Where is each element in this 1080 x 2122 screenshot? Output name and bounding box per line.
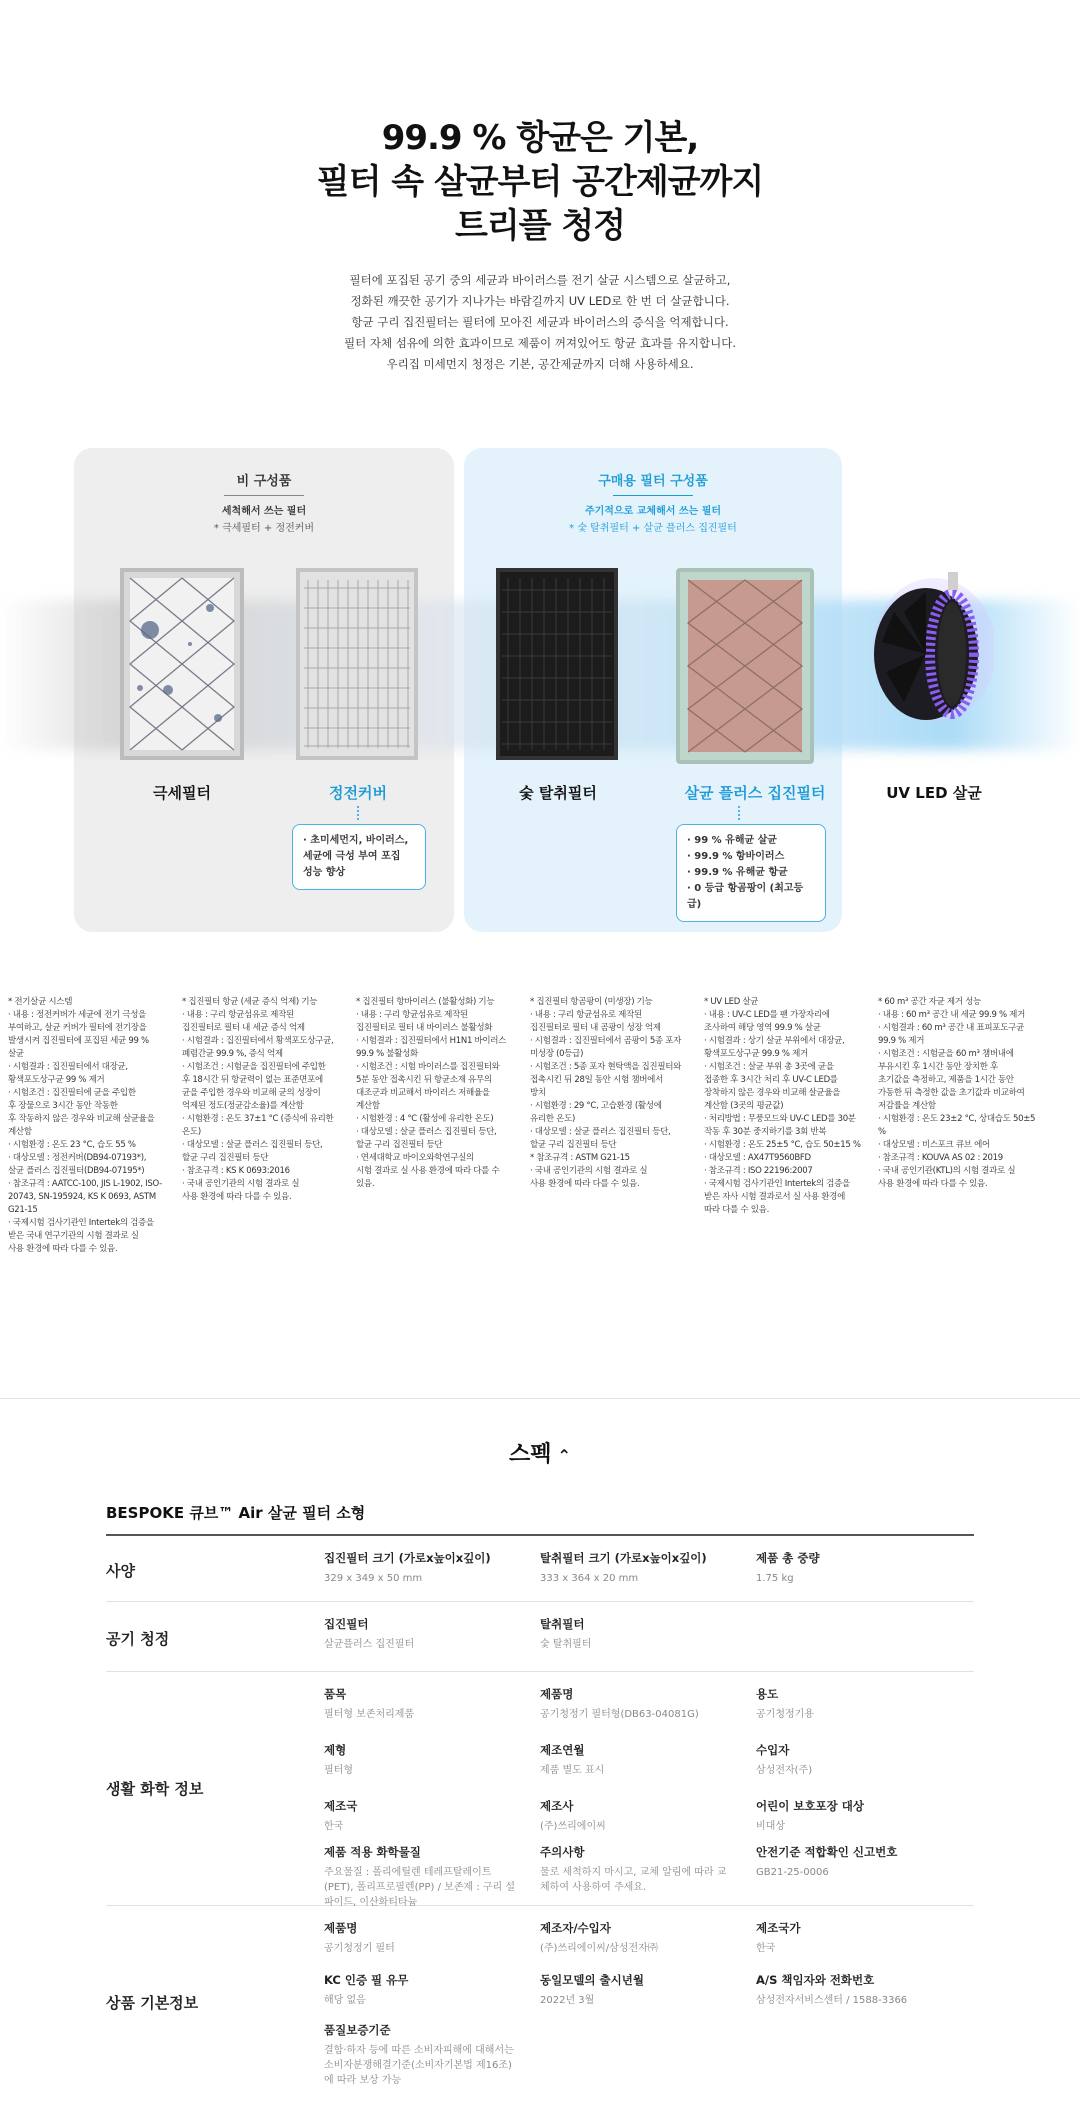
fine-filter-image xyxy=(120,568,244,760)
panel-note: * 극세필터 + 정전커버 xyxy=(213,523,315,534)
spec-value: 2022년 3월 xyxy=(540,1995,595,2006)
footnote-line: 20743, SN-195924, KS K 0693, ASTM xyxy=(8,1192,156,1202)
spec-cell xyxy=(324,2022,520,2088)
hero-desc-line: 필터에 포집된 공기 중의 세균과 바이러스를 전기 살균 시스템으로 살균하고, xyxy=(349,273,731,287)
footnote-line: 사용 환경에 따라 다를 수 있음. xyxy=(530,1179,640,1189)
spec-value: 숯 탈취필터 xyxy=(540,1639,592,1650)
spec-row-label: 상품 기본정보 xyxy=(106,1994,199,2012)
footnote-line: 황색포도상구균 99.9 % 제거 xyxy=(704,1049,808,1059)
footnote-line: 받은 국내 연구기관의 시험 결과로 실 xyxy=(8,1231,139,1241)
spec-key: 집진필터 크기 (가로x높이x깊이) xyxy=(324,1551,491,1565)
callout-connector xyxy=(738,806,740,820)
spec-product-name: BESPOKE 큐브™ Air 살균 필터 소형 xyxy=(106,1504,366,1522)
footnote-line: · 시험환경 : 29 °C, 고습환경 (활성에 xyxy=(530,1101,662,1111)
panel-title: 비 구성품 xyxy=(74,470,454,496)
footnote-line: · 시험조건 : 살균 부위 총 3곳에 균을 xyxy=(704,1062,834,1072)
footnote-line: 부여하고, 살균 커버가 필터에 전기장을 xyxy=(8,1023,147,1033)
spec-row-specification xyxy=(106,1538,974,1602)
spec-cell xyxy=(756,1742,952,1778)
spec-key: 탈취필터 크기 (가로x높이x깊이) xyxy=(540,1551,707,1565)
spec-key: 안전기준 적합확인 신고번호 xyxy=(756,1845,898,1859)
hero-description xyxy=(0,270,1080,375)
spec-value: 해당 없음 xyxy=(324,1995,366,2006)
footnote-line: 후 작동하지 않은 경우와 비교해 살균율을 xyxy=(8,1114,155,1124)
spec-key: 집진필터 xyxy=(324,1617,369,1631)
spec-cell xyxy=(540,1920,736,1956)
spec-cell xyxy=(324,1844,520,1910)
footnote-line: 장착하지 않은 경우와 비교해 살균율을 xyxy=(704,1088,841,1098)
spec-key: 수입자 xyxy=(756,1743,790,1757)
footnote-line: · 시험조건 : 시험균을 집진필터에 주입한 xyxy=(182,1062,326,1072)
spec-value: 살균플러스 집진필터 xyxy=(324,1639,415,1650)
spec-key: 품목 xyxy=(324,1687,347,1701)
footnote-line: · 국내 공인기관의 시험 결과로 실 xyxy=(182,1179,300,1189)
footnote-line: · 대상모델 : 살균 플러스 집진필터 등단, xyxy=(182,1140,323,1150)
footnote-line: · 시험조건 : 집진필터에 균을 주입한 xyxy=(8,1088,136,1098)
spec-value: (주)쓰리에이씨 xyxy=(540,1821,606,1832)
spec-key: 제조국가 xyxy=(756,1921,801,1935)
footnote-line: G21-15 xyxy=(8,1205,38,1215)
spec-key: 제품 적용 화학물질 xyxy=(324,1845,421,1859)
footnote-line: · 연세대학교 바이오와학연구실의 xyxy=(356,1153,474,1163)
spec-value: 공기청정기 필터 xyxy=(324,1943,395,1954)
panel-subtitle: 세척해서 쓰는 필터 xyxy=(221,506,307,517)
footnote-line: · 시험결과 : 60 m³ 공간 내 표피포도구균 xyxy=(878,1023,1024,1033)
footnote-line: · 내용 : 정전커버가 세균에 전기 극성을 xyxy=(8,1010,147,1020)
footnote-line: * 집진필터 항균 (세균 증식 억제) 기능 xyxy=(182,997,318,1007)
footnote-line: 5분 동안 접촉시킨 뒤 항균소재 유무의 xyxy=(356,1075,492,1085)
spec-key: 제품명 xyxy=(324,1921,358,1935)
footnote-line: 조사하여 해당 영역 99.9 % 살균 xyxy=(704,1023,821,1033)
hero-section xyxy=(0,116,1080,375)
spec-value: 필터형 xyxy=(324,1765,353,1776)
footnote-line: 부유시킨 후 1시간 동안 장치한 후 xyxy=(878,1062,998,1072)
panel-note: * 숯 탈취필터 + 살균 플러스 집진필터 xyxy=(569,523,737,534)
footnote-line: 접촉시킨 뒤 28일 동안 시험 챔버에서 xyxy=(530,1075,663,1085)
spec-key: KC 인증 필 유무 xyxy=(324,1973,409,1987)
spec-cell xyxy=(540,1798,736,1834)
spec-key: 제조국 xyxy=(324,1799,358,1813)
footnote-antivirus xyxy=(356,996,526,1191)
footnote-line: · 시험조건 : 시험균을 60 m³ 챔버내에 xyxy=(878,1049,1014,1059)
hero-title-line: 트리플 청정 xyxy=(454,206,626,246)
sterilize-callout xyxy=(676,824,826,922)
spec-key: A/S 책임자와 전화번호 xyxy=(756,1973,875,1987)
footnote-line: · 참조규격 : AATCC-100, JIS L-1902, ISO- xyxy=(8,1179,162,1189)
footnote-line: 집진필터로 필터 내 곰팡이 성장 억제 xyxy=(530,1023,661,1033)
footnote-line: 황색포도상구균 99 % 제거 xyxy=(8,1075,105,1085)
footnote-line: · 국제시험 검사기관인 Intertek의 검증을 xyxy=(704,1179,850,1189)
footnote-line: · 참조규격 : KS K 0693:2016 xyxy=(182,1166,290,1176)
footnote-line: · 내용 : 60 m³ 공간 내 세균 99.9 % 제거 xyxy=(878,1010,1025,1020)
footnote-line: 계산함 xyxy=(356,1101,380,1111)
footnote-antifungal xyxy=(530,996,700,1191)
footnote-line: 살균 xyxy=(8,1049,24,1059)
footnote-line: · 국내 공인기관(KTL)의 시험 결과로 실 xyxy=(878,1166,1016,1176)
panel-title: 구매용 필터 구성품 xyxy=(464,470,842,496)
spec-value: 제품 별도 표시 xyxy=(540,1765,605,1776)
spec-row-label: 공기 청정 xyxy=(106,1630,170,1648)
footnote-line: * 집진필터 항바이러스 (불활성화) 기능 xyxy=(356,997,495,1007)
spec-key: 제조연월 xyxy=(540,1743,585,1757)
footnote-line: · 참조규격 : KOUVA AS 02 : 2019 xyxy=(878,1153,1003,1163)
footnote-line: · 시험결과 : 상기 살균 부위에서 대장균, xyxy=(704,1036,845,1046)
electrostatic-cover-image xyxy=(296,568,418,760)
footnote-line: 집진필터로 필터 내 세균 증식 억제 xyxy=(182,1023,305,1033)
spec-value: 필터형 보존처리제품 xyxy=(324,1709,415,1720)
hero-desc-line: 정화된 깨끗한 공기가 지나가는 바람길까지 UV LED로 한 번 더 살균합니다. xyxy=(350,294,730,308)
footnote-line: 대조군과 비교해서 바이러스 저해율을 xyxy=(356,1088,490,1098)
uv-led-label: UV LED 살균 xyxy=(886,784,982,802)
spec-cell xyxy=(540,1742,736,1778)
spec-cell xyxy=(540,1844,736,1895)
spec-key: 제품 총 중량 xyxy=(756,1551,820,1565)
spec-value: 한국 xyxy=(324,1821,344,1832)
spec-row-label: 사양 xyxy=(106,1562,135,1580)
footnote-line: 발생시켜 집진필터에 포집된 세균 99 % xyxy=(8,1036,149,1046)
footnote-line: · 시험결과 : 집진필터에서 황색포도상구균, xyxy=(182,1036,334,1046)
sterilize-plus-filter-image xyxy=(676,568,814,764)
spec-cell xyxy=(324,1798,520,1834)
footnote-line: 시험 결과로 실 사용 환경에 따라 다를 수 xyxy=(356,1166,500,1176)
hero-desc-line: 항균 구리 집진필터는 필터에 모아진 세균과 바이러스의 증식을 억제합니다. xyxy=(351,315,729,329)
spec-cell xyxy=(756,1550,952,1586)
section-divider xyxy=(0,1398,1080,1399)
spec-header-line xyxy=(106,1534,974,1536)
footnote-line: 사용 환경에 따라 다를 수 있음. xyxy=(8,1244,118,1254)
footnote-line: * UV LED 살균 xyxy=(704,997,759,1007)
footnote-line: · 시험조건 : 시험 바이러스를 집진필터와 xyxy=(356,1062,500,1072)
footnote-line: 따라 다를 수 있음. xyxy=(704,1205,769,1215)
footnote-line: · 참조규격 : ISO 22196:2007 xyxy=(704,1166,813,1176)
charcoal-filter-image xyxy=(496,568,618,760)
footnote-line: · 시험결과 : 집진필터에서 H1N1 바이러스 xyxy=(356,1036,507,1046)
hero-title-line: 99.9 % 항균은 기본, xyxy=(381,118,699,158)
footnote-line: · 내용 : 구리 항균섬유로 제작된 xyxy=(182,1010,294,1020)
callout-line: 세균에 극성 부여 포집 xyxy=(303,851,401,862)
hero-title xyxy=(0,116,1080,248)
footnote-line: 받은 자사 시험 결과로서 실 사용 환경에 xyxy=(704,1192,845,1202)
footnote-line: 사용 환경에 따라 다를 수 있음. xyxy=(878,1179,988,1189)
spec-key: 탈취필터 xyxy=(540,1617,585,1631)
spec-cell xyxy=(756,1798,952,1834)
footnote-line: 계산함 xyxy=(8,1127,32,1137)
callout-line: 성능 향상 xyxy=(303,867,346,878)
footnote-line: 후 장물으로 3시간 동안 작동한 xyxy=(8,1101,118,1111)
footnote-line: · 대상모델 : 살균 플러스 집진필터 등단, xyxy=(356,1127,497,1137)
footnote-line: · 대상모델 : 살균 플러스 집진필터 등단, xyxy=(530,1127,671,1137)
spec-cell xyxy=(540,1550,736,1586)
electrostatic-cover-label: 정전커버 xyxy=(329,784,387,802)
spec-cell xyxy=(324,1616,520,1652)
spec-value: 한국 xyxy=(756,1943,776,1954)
spec-key: 제형 xyxy=(324,1743,347,1757)
spec-toggle[interactable] xyxy=(0,1437,1080,1468)
spec-value: 공기청정기 필터형(DB63-04081G) xyxy=(540,1709,699,1720)
footnote-line: · 국제시험 검사기관인 Intertek의 검증을 xyxy=(8,1218,154,1228)
footnote-line: · 시험환경 : 온도 37±1 °C (증식에 유리한 xyxy=(182,1114,334,1124)
footnote-line: * 참조규격 : ASTM G21-15 xyxy=(530,1153,630,1163)
footnote-line: 후 18시간 뒤 항균력이 없는 표준면포에 xyxy=(182,1075,323,1085)
footnote-line: 계산함 (3곳의 평균값) xyxy=(704,1101,784,1111)
footnote-line: 온도) xyxy=(182,1127,201,1137)
electrostatic-callout xyxy=(292,824,426,890)
spec-value: 삼성전자서비스센터 / 1588-3366 xyxy=(756,1995,908,2006)
spec-title: 스펙 xyxy=(509,1442,552,1467)
footnote-line: 99.9 % 제거 xyxy=(878,1036,925,1046)
fine-filter-label: 극세필터 xyxy=(153,784,211,802)
footnote-line: 초기값을 측정하고, 제품을 1시간 동안 xyxy=(878,1075,1014,1085)
footnote-line: · 시험환경 : 온도 23 °C, 습도 55 % xyxy=(8,1140,136,1150)
footnote-line: 폐렴간균 99.9 %, 증식 억제 xyxy=(182,1049,283,1059)
footnote-line: * 60 m³ 공간 자균 제거 성능 xyxy=(878,997,981,1007)
footnotes-section xyxy=(8,996,1072,1316)
spec-cell xyxy=(756,1686,952,1722)
spec-key: 품질보증기준 xyxy=(324,2023,391,2037)
callout-line: · 99 % 유해균 살균 xyxy=(687,835,777,846)
spec-key: 어린이 보호포장 대상 xyxy=(756,1799,864,1813)
spec-value: 1.75 kg xyxy=(756,1573,794,1584)
footnote-line: · 내용 : UV-C LED를 팬 가장자리에 xyxy=(704,1010,830,1020)
panel-subtitle: 주기적으로 교체해서 쓰는 필터 xyxy=(584,506,722,517)
footnote-line: 99.9 % 불활성화 xyxy=(356,1049,418,1059)
callout-line: · 초미세먼지, 바이러스, xyxy=(303,835,409,846)
footnote-line: 할균 구리 집진필터 등단 xyxy=(356,1140,443,1150)
spec-cell xyxy=(540,1616,736,1652)
spec-cell xyxy=(324,1920,520,1956)
spec-cell xyxy=(756,1920,952,1956)
spec-row-chemical-info xyxy=(106,1672,974,1906)
footnote-line: 방치 xyxy=(530,1088,546,1098)
spec-cell xyxy=(756,1844,952,1880)
footnote-line: 가동한 뒤 측정한 값을 초기값과 비교하여 xyxy=(878,1088,1025,1098)
footnote-electric-sterilization xyxy=(8,996,178,1256)
footnote-line: · 국내 공인기관의 시험 결과로 실 xyxy=(530,1166,648,1176)
footnote-line: 할균 구리 집진필터 등단 xyxy=(530,1140,617,1150)
footnote-line: * 전기살균 시스템 xyxy=(8,997,73,1007)
footnote-line: 저감률을 계산함 xyxy=(878,1101,936,1111)
footnote-line: 살균 플러스 집진필터(DB94-07195*) xyxy=(8,1166,145,1176)
callout-line: · 0 등급 항곰팡이 (최고등급) xyxy=(687,883,804,910)
spec-key: 용도 xyxy=(756,1687,779,1701)
footnote-line: · 처리방법 : 무풍모드와 UV-C LED를 30분 xyxy=(704,1114,856,1124)
spec-value: 삼성전자(주) xyxy=(756,1765,813,1776)
callout-line: · 99.9 % 항바이러스 xyxy=(687,851,785,862)
footnote-line: 할균 구리 집진필터 등단 xyxy=(182,1153,269,1163)
footnote-line: 유리한 온도) xyxy=(530,1114,575,1124)
footnote-line: 균을 주입한 경우와 비교해 균의 성장이 xyxy=(182,1088,321,1098)
footnote-line: 작동 후 30분 중지하기를 3회 반복 xyxy=(704,1127,827,1137)
spec-key: 제품명 xyxy=(540,1687,574,1701)
spec-key: 제조사 xyxy=(540,1799,574,1813)
footnote-line: 있음. xyxy=(356,1179,375,1189)
footnote-line: 접종한 후 3시간 처리 후 UV-C LED를 xyxy=(704,1075,838,1085)
footnote-line: % xyxy=(878,1127,886,1137)
spec-value: 329 x 349 x 50 mm xyxy=(324,1573,423,1584)
callout-line: · 99.9 % 유해균 항균 xyxy=(687,867,788,878)
spec-row-basic-info xyxy=(106,1906,974,2112)
footnote-line: · 시험조건 : 5종 포자 현탁액을 집진필터와 xyxy=(530,1062,682,1072)
footnote-line: · 시험결과 : 집진필터에서 대장균, xyxy=(8,1062,128,1072)
spec-value: 비대상 xyxy=(756,1821,785,1832)
footnote-line: * 집진필터 항곰팡이 (미생장) 기능 xyxy=(530,997,653,1007)
footnote-line: · 시험결과 : 집진필터에서 곰팡이 5종 포자 xyxy=(530,1036,682,1046)
uv-led-fan-image xyxy=(864,572,994,742)
footnote-line: · 내용 : 구리 항균섬유로 제작된 xyxy=(530,1010,642,1020)
spec-key: 제조자/수입자 xyxy=(540,1921,611,1935)
charcoal-filter-label: 숯 탈취필터 xyxy=(519,784,597,802)
spec-cell xyxy=(756,1972,952,2008)
footnote-line: · 시험환경 : 온도 25±5 °C, 습도 50±15 % xyxy=(704,1140,861,1150)
spec-value: 공기청정기용 xyxy=(756,1709,814,1720)
filter-diagram xyxy=(0,448,1080,932)
footnote-line: · 대상모델 : 정전커버(DB94-07193*), xyxy=(8,1153,147,1163)
spec-row-air-purification xyxy=(106,1602,974,1672)
footnote-line: 미성장 (0등급) xyxy=(530,1049,584,1059)
chevron-up-icon: ⌃ xyxy=(557,1446,571,1465)
footnote-line: · 내용 : 구리 항균섬유로 제작된 xyxy=(356,1010,468,1020)
spec-value: 333 x 364 x 20 mm xyxy=(540,1573,639,1584)
footnote-line: · 대상모델 : 비스포크 큐브 에어 xyxy=(878,1140,990,1150)
spec-cell xyxy=(324,1550,520,1586)
footnote-uv-led xyxy=(704,996,874,1217)
spec-value: 물로 세척하지 마시고, 교체 알림에 따라 교체하여 사용하여 주세요. xyxy=(540,1867,727,1893)
hero-desc-line: 필터 자체 섬유에 의한 효과이므로 제품이 꺼져있어도 항균 효과를 유지합니다. xyxy=(343,336,737,350)
spec-value: 주요물질 : 폴리에틸렌 테레프탈레이트(PET), 폴리프로필렌(PP) / 보존제 : 구리 설파이드, 이산화티타늄 xyxy=(324,1867,516,1908)
spec-cell xyxy=(324,1686,520,1722)
spec-cell xyxy=(540,1686,736,1722)
spec-value: 결함·하자 등에 따른 소비자피해에 대해서는 소비자분쟁해결기준(소비자기본법 제16조)에 따라 보상 가능 xyxy=(324,2045,514,2086)
footnote-line: 집진필터로 필터 내 바이러스 불활성화 xyxy=(356,1023,493,1033)
footnote-line: 억제된 정도(정균감소율)를 계산함 xyxy=(182,1101,304,1111)
spec-key: 주의사항 xyxy=(540,1845,585,1859)
spec-cell xyxy=(540,1972,736,2008)
footnote-space-sterilization xyxy=(878,996,1048,1191)
spec-value: GB21-25-0006 xyxy=(756,1867,829,1878)
spec-cell xyxy=(324,1972,520,2008)
footnote-line: · 시험환경 : 온도 23±2 °C, 상대습도 50±5 xyxy=(878,1114,1036,1124)
spec-row-label: 생활 화학 정보 xyxy=(106,1780,204,1798)
spec-key: 동일모델의 출시년월 xyxy=(540,1973,644,1987)
footnote-line: · 대상모델 : AX47T9560BFD xyxy=(704,1153,811,1163)
spec-value: (주)쓰리에이씨/삼성전자㈜ xyxy=(540,1943,658,1954)
callout-connector xyxy=(357,806,359,820)
footnote-line: 사용 환경에 따라 다를 수 있음. xyxy=(182,1192,292,1202)
footnote-line: · 시험환경 : 4 °C (활성에 유리한 온도) xyxy=(356,1114,494,1124)
hero-desc-line: 우리집 미세먼지 청정은 기본, 공간제균까지 더해 사용하세요. xyxy=(386,357,694,371)
spec-cell xyxy=(324,1742,520,1778)
sterilize-plus-filter-label: 살균 플러스 집진필터 xyxy=(684,784,826,802)
hero-title-line: 필터 속 살균부터 공간제균까지 xyxy=(316,162,764,202)
footnote-antibacterial xyxy=(182,996,352,1204)
